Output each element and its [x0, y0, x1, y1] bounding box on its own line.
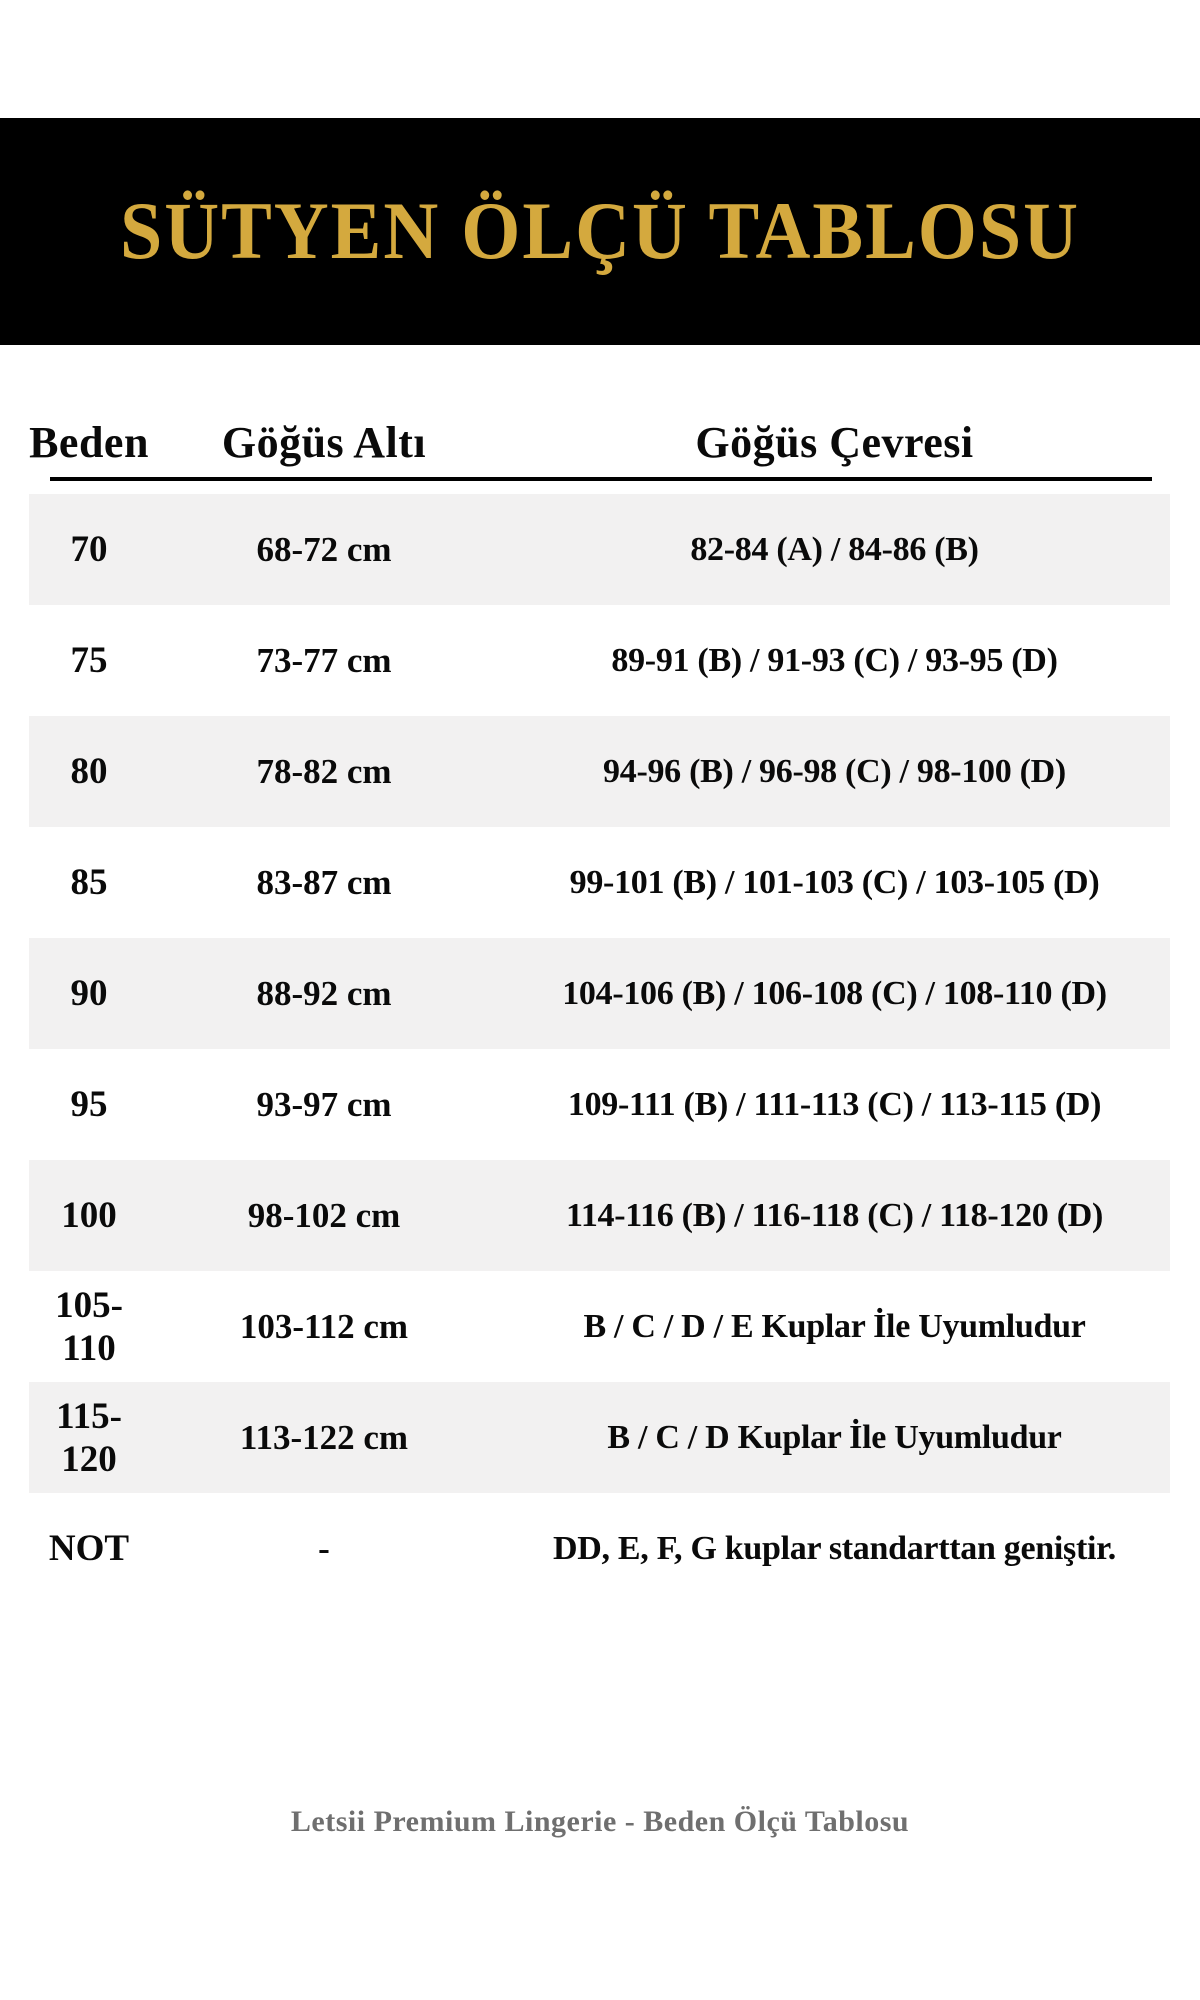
cell-gogus-alti: 83-87 cm: [256, 862, 392, 902]
cell-gogus-alti: 98-102 cm: [247, 1195, 401, 1235]
page-title: SÜTYEN ÖLÇÜ TABLOSU: [119, 185, 1081, 277]
header-divider-line: [50, 477, 1152, 481]
title-banner: [0, 118, 1200, 345]
cell-gogus-cevresi: DD, E, F, G kuplar standarttan geniştir.: [553, 1529, 1116, 1567]
table-row: [29, 938, 1170, 1049]
cell-beden: 75: [70, 640, 108, 681]
cell-beden: NOT: [48, 1528, 130, 1569]
table-body: [29, 494, 1170, 1604]
cell-beden: 85: [70, 862, 108, 903]
cell-beden: 80: [70, 751, 108, 792]
cell-gogus-alti: 103-112 cm: [239, 1306, 409, 1346]
size-table: [29, 345, 1170, 1604]
cell-beden: 100: [61, 1195, 117, 1236]
cell-gogus-cevresi: 109-111 (B) / 111-113 (C) / 113-115 (D): [567, 1085, 1102, 1123]
table-row: [29, 1049, 1170, 1160]
cell-gogus-cevresi: 114-116 (B) / 116-118 (C) / 118-120 (D): [566, 1196, 1103, 1234]
header-gogus-alti: Göğüs Altı: [221, 417, 427, 467]
cell-gogus-cevresi: 94-96 (B) / 96-98 (C) / 98-100 (D): [603, 752, 1066, 790]
cell-gogus-alti: 68-72 cm: [256, 529, 392, 569]
brand-caption: Letsii Premium Lingerie - Beden Ölçü Tablosu: [290, 1805, 910, 1838]
cell-gogus-alti: 88-92 cm: [256, 973, 392, 1013]
cell-gogus-cevresi: 99-101 (B) / 101-103 (C) / 103-105 (D): [569, 863, 1100, 901]
table-row: [29, 827, 1170, 938]
table-row: [29, 1271, 1170, 1382]
cell-gogus-cevresi: 89-91 (B) / 91-93 (C) / 93-95 (D): [611, 641, 1058, 679]
cell-gogus-alti: 78-82 cm: [256, 751, 392, 791]
cell-beden: 70: [70, 529, 108, 570]
cell-beden: 95: [70, 1084, 108, 1125]
table-row: [29, 494, 1170, 605]
cell-gogus-cevresi: B / C / D Kuplar İle Uyumludur: [607, 1418, 1062, 1456]
cell-gogus-alti: 93-97 cm: [256, 1084, 392, 1124]
table-row: [29, 1382, 1170, 1493]
cell-beden: 90: [70, 973, 108, 1014]
table-row: [29, 1160, 1170, 1271]
cell-gogus-cevresi: B / C / D / E Kuplar İle Uyumludur: [583, 1307, 1086, 1345]
header-gogus-cevresi: Göğüs Çevresi: [695, 417, 974, 467]
table-row-not: [29, 1493, 1170, 1604]
cell-beden: 115-120: [56, 1395, 122, 1480]
cell-gogus-alti: 113-122 cm: [239, 1417, 409, 1457]
table-row: [29, 716, 1170, 827]
cell-gogus-cevresi: 82-84 (A) / 84-86 (B): [690, 530, 979, 568]
cell-gogus-alti: 73-77 cm: [256, 640, 392, 680]
table-row: [29, 605, 1170, 716]
cell-beden: 105-110: [55, 1284, 123, 1369]
cell-gogus-alti: -: [318, 1528, 330, 1568]
cell-gogus-cevresi: 104-106 (B) / 106-108 (C) / 108-110 (D): [562, 974, 1107, 1012]
table-header-row: [29, 407, 1170, 477]
header-beden: Beden: [29, 417, 149, 467]
